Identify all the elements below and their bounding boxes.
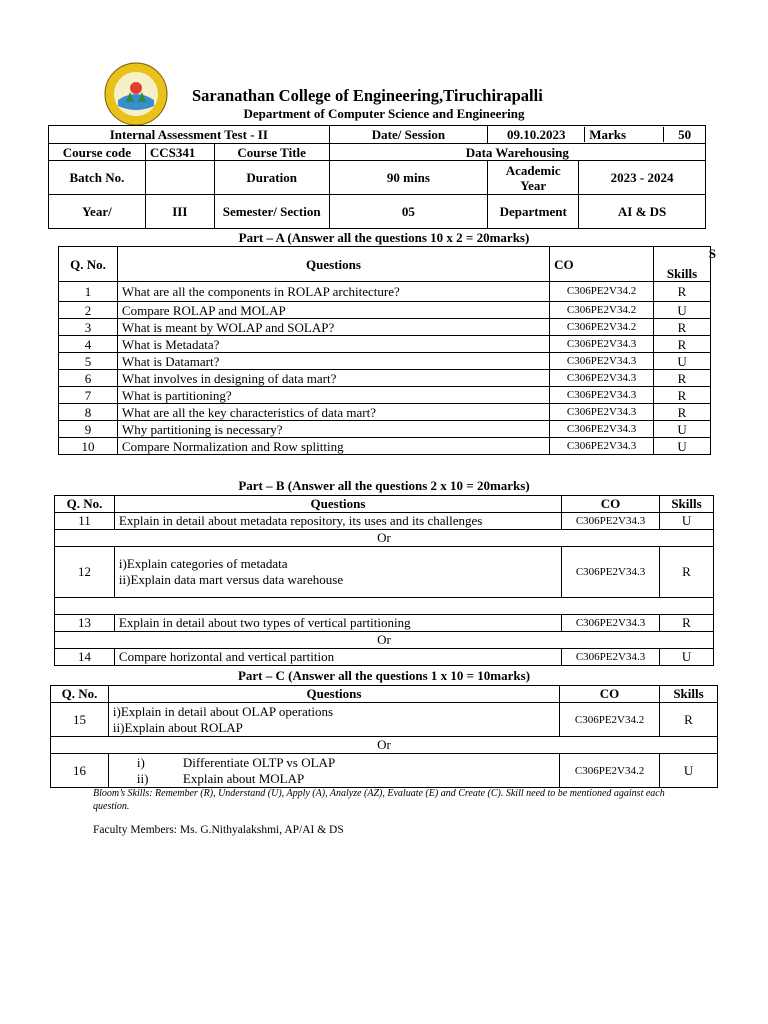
skill-code: U <box>660 513 714 530</box>
part-a-col-co: CO <box>550 247 654 282</box>
question-text: Explain in detail about metadata repository, its uses and its challenges <box>114 513 561 530</box>
part-a-col-skills-label: Skills <box>666 266 698 281</box>
college-name: Saranathan College of Engineering,Tiruchirapalli <box>192 86 543 105</box>
question-text: What is Metadata? <box>117 336 549 353</box>
co-code: C306PE2V34.3 <box>550 336 654 353</box>
faculty-members: Faculty Members: Ms. G.Nithyalakshmi, AP/AI & DS <box>93 824 344 836</box>
table-row <box>51 754 718 788</box>
q-number: 14 <box>55 649 115 666</box>
table-row <box>55 615 714 632</box>
course-code-value: CCS341 <box>145 144 214 161</box>
q-number: 8 <box>59 404 118 421</box>
co-code: C306PE2V34.3 <box>562 513 660 530</box>
blooms-skills-note: Bloom’s Skills: Remember (R), Understand (U), Apply (A), Analyze (AZ), Evaluate (E) and Create (C). Skill need to be mentioned against each question. <box>93 788 665 812</box>
marks-label: Marks <box>585 127 664 142</box>
academic-year-value: 2023 - 2024 <box>579 161 706 195</box>
skill-code: R <box>654 319 711 336</box>
q-number: 1 <box>59 282 118 302</box>
table-row <box>55 649 714 666</box>
part-c-col-questions: Questions <box>108 686 559 703</box>
skill-code: R <box>660 703 718 737</box>
semester-label: Semester/ Section <box>214 195 329 229</box>
question-text: Compare ROLAP and MOLAP <box>117 302 549 319</box>
course-code-label: Course code <box>49 144 146 161</box>
skill-code: R <box>654 387 711 404</box>
question-part-1: Differentiate OLTP vs OLAP <box>182 754 336 770</box>
q-number: 3 <box>59 319 118 336</box>
table-row <box>59 421 711 438</box>
skill-code: R <box>660 615 714 632</box>
q-number: 7 <box>59 387 118 404</box>
question-text <box>114 547 561 598</box>
q-number: 16 <box>51 754 109 788</box>
table-row <box>59 302 711 319</box>
or-divider: Or <box>51 737 718 754</box>
skill-code: R <box>654 282 711 302</box>
table-row <box>59 404 711 421</box>
question-numeral-2: ii) <box>136 770 149 786</box>
part-c-col-qno: Q. No. <box>51 686 109 703</box>
question-text: Compare Normalization and Row splitting <box>117 438 549 455</box>
co-code: C306PE2V34.3 <box>562 615 660 632</box>
question-text <box>108 703 559 737</box>
q-number: 4 <box>59 336 118 353</box>
skill-code: U <box>654 438 711 455</box>
skill-code: R <box>654 336 711 353</box>
question-part-2: ii)Explain about ROLAP <box>112 719 243 735</box>
batch-label: Batch No. <box>49 161 146 195</box>
table-row <box>59 387 711 404</box>
part-b-col-skills: Skills <box>660 496 714 513</box>
table-row <box>59 336 711 353</box>
part-a-col-skills <box>654 246 716 282</box>
q-number: 12 <box>55 547 115 598</box>
q-number: 10 <box>59 438 118 455</box>
q-number: 2 <box>59 302 118 319</box>
co-code: C306PE2V34.3 <box>550 404 654 421</box>
co-code: C306PE2V34.2 <box>560 703 660 737</box>
question-text: What is meant by WOLAP and SOLAP? <box>117 319 549 336</box>
q-number: 15 <box>51 703 109 737</box>
part-a-col-skills-overflow: S <box>708 246 716 261</box>
blank-row <box>55 598 714 615</box>
date-value: 09.10.2023 <box>488 127 585 142</box>
part-a-table <box>58 246 716 455</box>
co-code: C306PE2V34.2 <box>560 754 660 788</box>
table-row <box>59 319 711 336</box>
q-number: 11 <box>55 513 115 530</box>
question-text: What is Datamart? <box>117 353 549 370</box>
co-code: C306PE2V34.2 <box>550 302 654 319</box>
skill-code: R <box>660 547 714 598</box>
question-text: Explain in detail about two types of vertical partitioning <box>114 615 561 632</box>
table-row <box>55 547 714 598</box>
question-part-2: ii)Explain data mart versus data warehouse <box>118 572 344 587</box>
part-c-col-skills: Skills <box>660 686 718 703</box>
skill-code: R <box>654 370 711 387</box>
year-value: III <box>145 195 214 229</box>
semester-value: 05 <box>329 195 488 229</box>
date-label: Date/ Session <box>329 126 488 144</box>
co-code: C306PE2V34.3 <box>550 353 654 370</box>
table-row <box>59 438 711 455</box>
q-number: 13 <box>55 615 115 632</box>
course-title-value: Data Warehousing <box>329 144 705 161</box>
question-text: What are all the key characteristics of data mart? <box>117 404 549 421</box>
question-text <box>108 754 559 788</box>
part-b-col-questions: Questions <box>114 496 561 513</box>
part-b-col-co: CO <box>562 496 660 513</box>
department-label: Department <box>488 195 579 229</box>
question-part-2: Explain about MOLAP <box>182 770 305 786</box>
q-number: 9 <box>59 421 118 438</box>
skill-code: U <box>660 754 718 788</box>
question-numeral-1: i) <box>136 754 145 770</box>
year-label: Year/ <box>49 195 146 229</box>
table-row <box>59 353 711 370</box>
co-code: C306PE2V34.2 <box>550 282 654 302</box>
part-a-title: Part – A (Answer all the questions 10 x 2 = 20marks) <box>238 230 530 245</box>
or-divider: Or <box>55 530 714 547</box>
course-title-label: Course Title <box>214 144 329 161</box>
test-name: Internal Assessment Test - II <box>49 126 330 144</box>
table-row <box>59 370 711 387</box>
co-code: C306PE2V34.3 <box>550 438 654 455</box>
marks-value: 50 <box>678 127 692 142</box>
co-code: C306PE2V34.3 <box>550 387 654 404</box>
q-number: 6 <box>59 370 118 387</box>
question-text: What involves in designing of data mart? <box>117 370 549 387</box>
table-row <box>55 513 714 530</box>
table-row <box>51 703 718 737</box>
question-text: Why partitioning is necessary? <box>117 421 549 438</box>
skill-code: U <box>654 421 711 438</box>
part-c-title: Part – C (Answer all the questions 1 x 10 = 10marks) <box>237 668 531 683</box>
q-number: 5 <box>59 353 118 370</box>
academic-year-label: Academic Year <box>488 161 579 195</box>
question-part-1: i)Explain categories of metadata <box>118 556 288 571</box>
department-name: Department of Computer Science and Engineering <box>243 106 525 121</box>
part-b-title: Part – B (Answer all the questions 2 x 10 = 20marks) <box>238 478 530 493</box>
question-text: What is partitioning? <box>117 387 549 404</box>
co-code: C306PE2V34.3 <box>562 547 660 598</box>
duration-label: Duration <box>214 161 329 195</box>
part-b-col-qno: Q. No. <box>55 496 115 513</box>
part-b-table <box>54 495 714 666</box>
or-divider: Or <box>55 632 714 649</box>
exam-info-table <box>48 125 706 229</box>
co-code: C306PE2V34.3 <box>550 370 654 387</box>
skill-code: U <box>654 353 711 370</box>
skill-code: U <box>660 649 714 666</box>
co-code: C306PE2V34.3 <box>550 421 654 438</box>
co-code: C306PE2V34.3 <box>562 649 660 666</box>
part-c-col-co: CO <box>560 686 660 703</box>
co-code: C306PE2V34.2 <box>550 319 654 336</box>
part-c-table <box>50 685 718 788</box>
question-text: Compare horizontal and vertical partition <box>114 649 561 666</box>
department-value: AI & DS <box>579 195 706 229</box>
duration-value: 90 mins <box>329 161 488 195</box>
batch-value <box>145 161 214 195</box>
skill-code: R <box>654 404 711 421</box>
part-a-col-questions: Questions <box>117 247 549 282</box>
question-part-1: i)Explain in detail about OLAP operations <box>112 703 334 719</box>
question-text: What are all the components in ROLAP architecture? <box>117 282 549 302</box>
part-a-col-qno: Q. No. <box>59 247 118 282</box>
table-row <box>59 282 711 302</box>
skill-code: U <box>654 302 711 319</box>
